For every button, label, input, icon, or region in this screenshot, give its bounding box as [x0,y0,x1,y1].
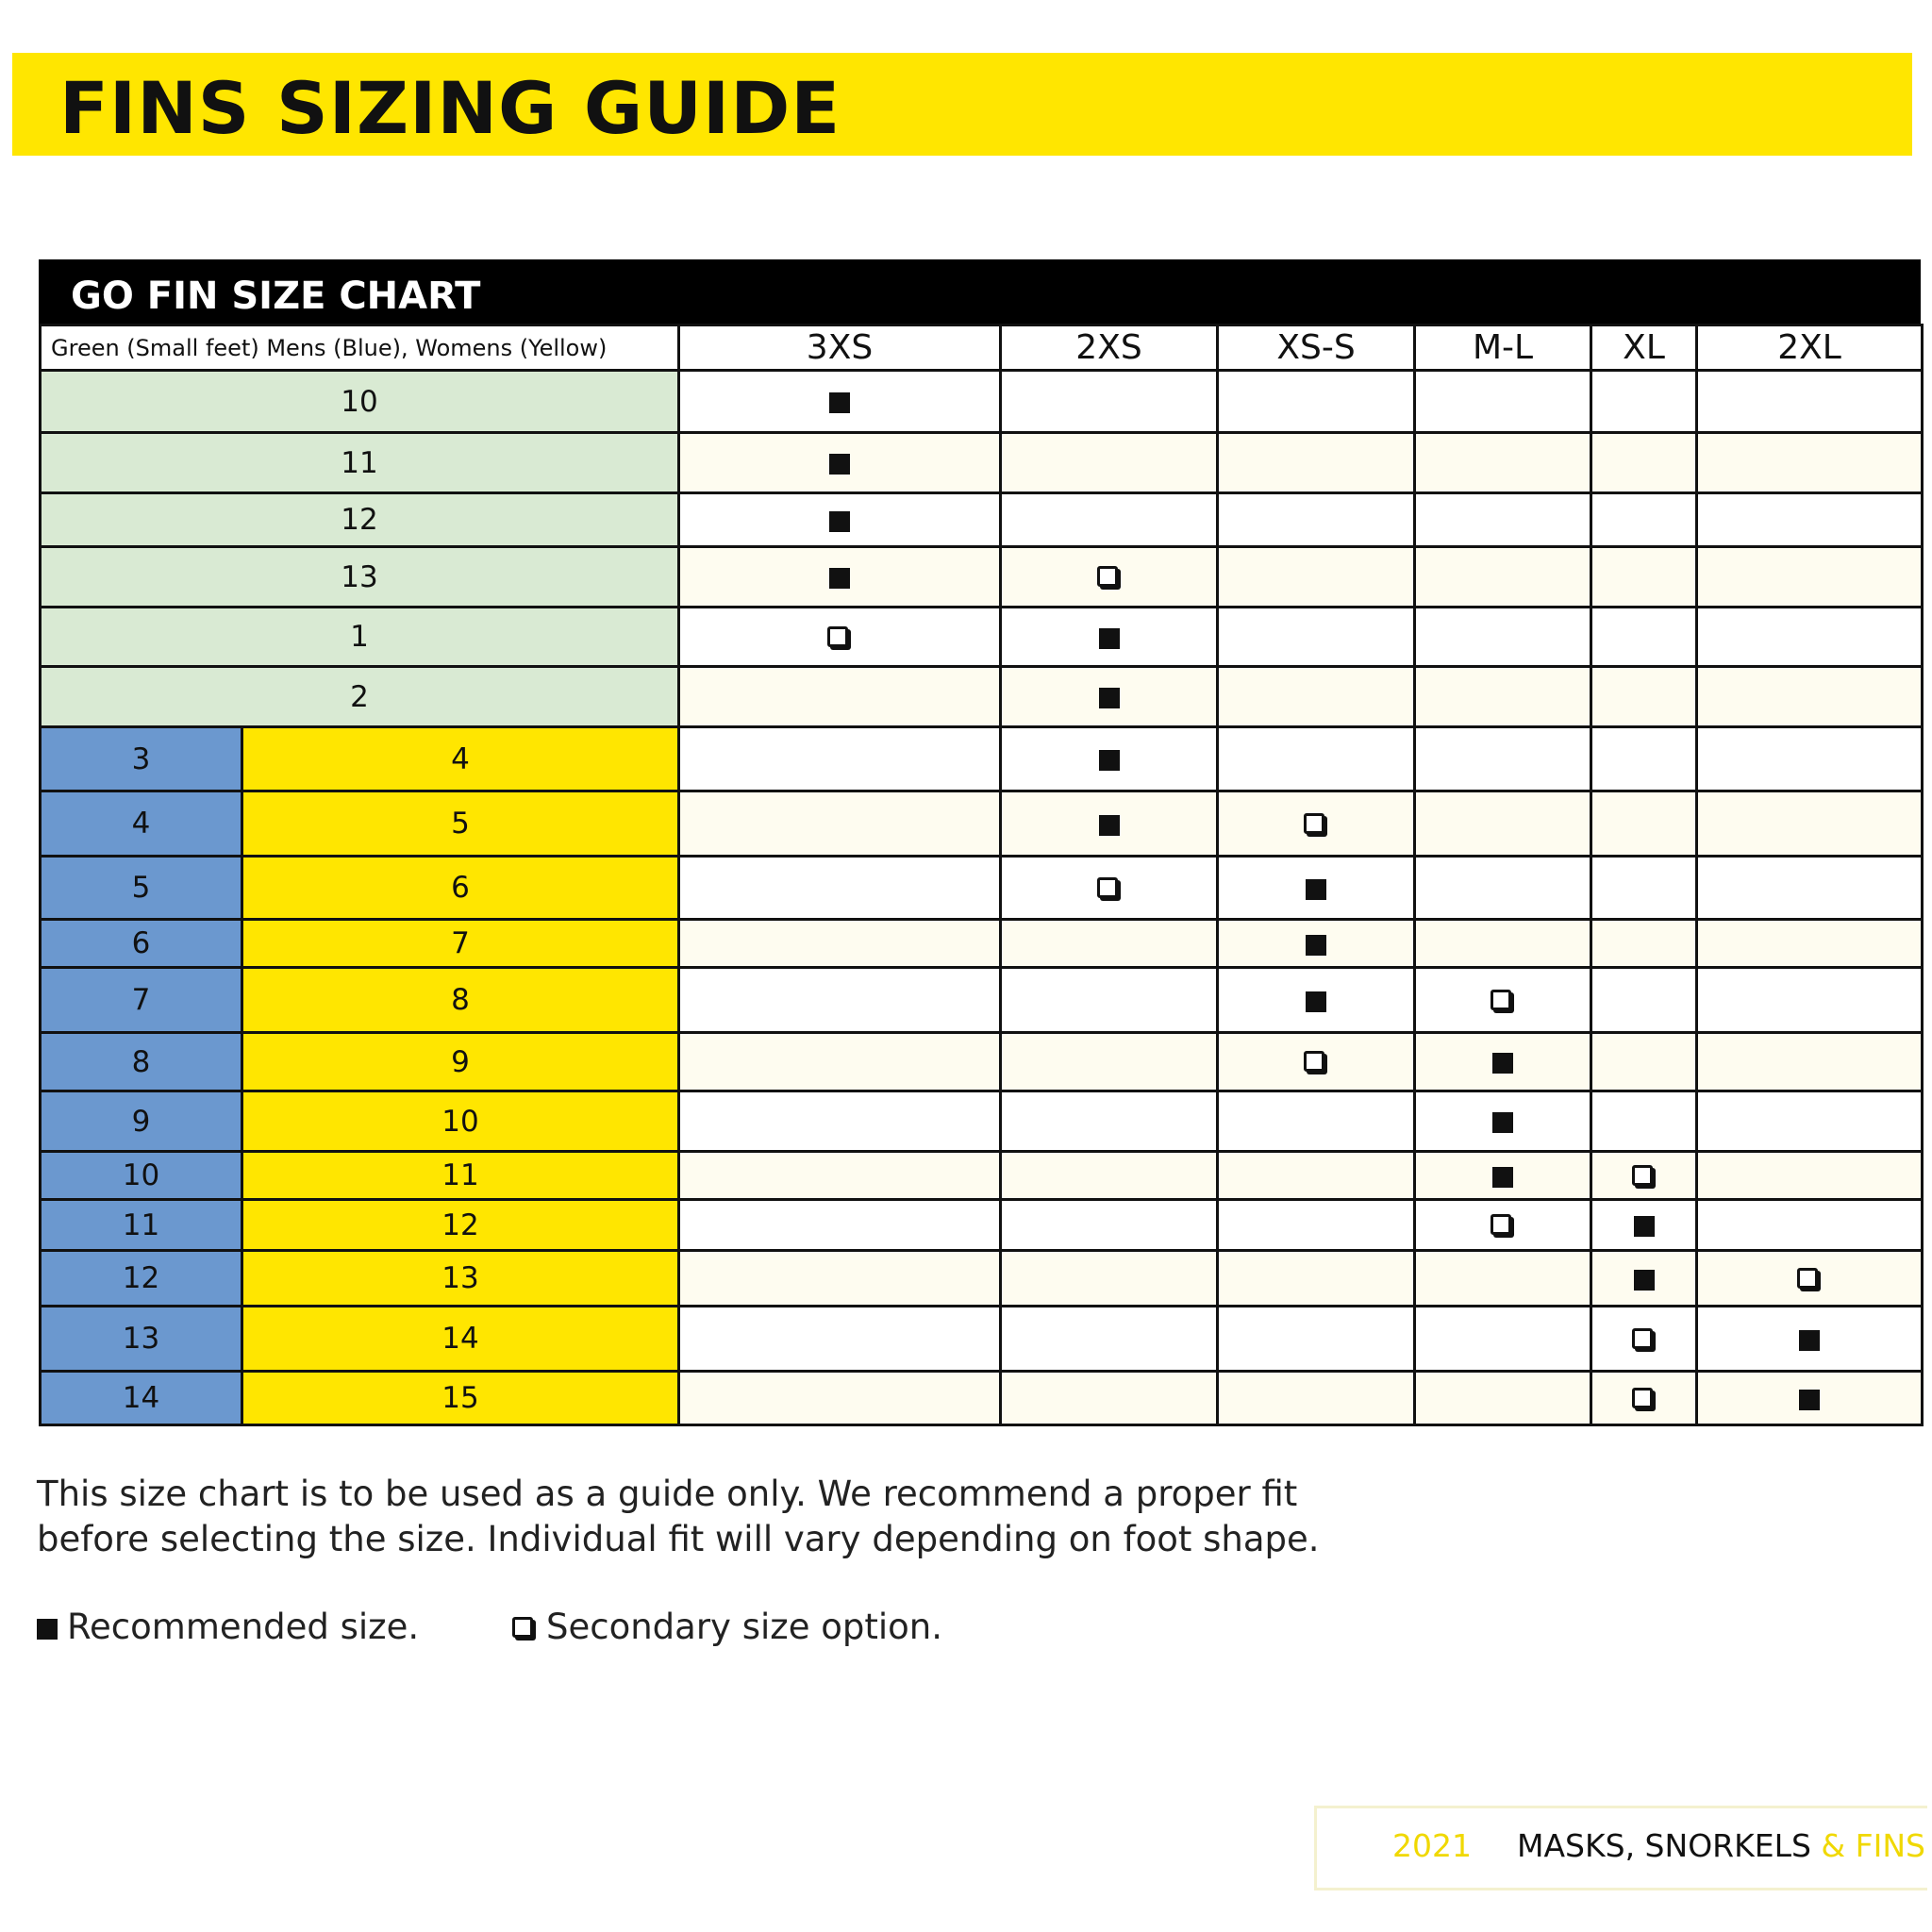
womens-size: 8 [242,968,679,1033]
size-cell [1697,1251,1923,1307]
size-cell [679,1200,1001,1251]
size-cell [1218,1307,1415,1372]
footer-section-amp: & FINS [1821,1827,1925,1864]
col-header: 2XS [1001,325,1218,371]
size-cell [1415,727,1591,791]
col-header: XL [1591,325,1697,371]
size-cell [1218,1091,1415,1152]
small-feet-size: 1 [41,608,679,667]
size-cell [1415,547,1591,608]
womens-size: 13 [242,1251,679,1307]
legend-recommended [37,1607,419,1647]
mens-size: 3 [41,727,242,791]
small-feet-size: 12 [41,493,679,547]
size-cell [679,433,1001,493]
size-cell [1218,608,1415,667]
recommended-mark-icon [829,568,850,589]
size-cell [679,1372,1001,1425]
size-cell [1001,547,1218,608]
size-cell [1415,1251,1591,1307]
size-cell [1697,920,1923,968]
size-cell [1218,493,1415,547]
mens-size: 14 [41,1372,242,1425]
size-cell [679,1033,1001,1091]
size-cell [679,968,1001,1033]
size-cell [679,727,1001,791]
size-cell [1697,1152,1923,1200]
table-row [41,1091,1923,1152]
table-row [41,727,1923,791]
recommended-mark-icon [829,511,850,532]
note-line-1: This size chart is to be used as a guide only. We recommend a proper fit [37,1474,1298,1514]
size-cell [1001,857,1218,920]
mens-size: 8 [41,1033,242,1091]
table-row [41,547,1923,608]
mens-size: 6 [41,920,242,968]
mens-size: 13 [41,1307,242,1372]
chart-title: GO FIN SIZE CHART [39,259,1921,324]
size-cell [1591,1033,1697,1091]
recommended-mark-icon [1799,1390,1820,1410]
recommended-mark-icon [1634,1270,1655,1291]
secondary-mark-icon [1632,1388,1653,1408]
size-cell [679,1152,1001,1200]
size-cell [1415,1033,1591,1091]
size-cell [1591,608,1697,667]
recommended-mark-icon [1634,1216,1655,1237]
size-cell [1415,1152,1591,1200]
womens-size: 4 [242,727,679,791]
note-line-2: before selecting the size. Individual fit will vary depending on foot shape. [37,1519,1320,1559]
size-cell [1697,727,1923,791]
secondary-mark-icon [1304,1051,1324,1072]
recommended-mark-icon [829,392,850,413]
size-cell [1697,667,1923,727]
size-cell [1218,1033,1415,1091]
size-cell [1697,1200,1923,1251]
size-cell [1218,727,1415,791]
mens-size: 4 [41,791,242,857]
size-cell [1001,1033,1218,1091]
size-cell [1415,608,1591,667]
size-cell [1591,493,1697,547]
table-row [41,857,1923,920]
womens-size: 14 [242,1307,679,1372]
womens-size: 9 [242,1033,679,1091]
col-header: 3XS [679,325,1001,371]
recommended-mark-icon [1306,935,1326,956]
size-cell [1218,1251,1415,1307]
size-cell [1001,791,1218,857]
col-header: 2XL [1697,325,1923,371]
table-row [41,1200,1923,1251]
legend-secondary-label: Secondary size option. [546,1607,942,1647]
size-cell [1001,1307,1218,1372]
size-cell [1591,791,1697,857]
size-cell [679,371,1001,433]
size-cell [1001,727,1218,791]
small-feet-size: 13 [41,547,679,608]
size-cell [1218,371,1415,433]
small-feet-size: 2 [41,667,679,727]
secondary-mark-icon [1097,877,1118,898]
size-cell [1001,433,1218,493]
size-cell [1591,1091,1697,1152]
table-row [41,1152,1923,1200]
womens-size: 7 [242,920,679,968]
table-row [41,920,1923,968]
mens-size: 9 [41,1091,242,1152]
size-cell [1001,1251,1218,1307]
page-title: FINS SIZING GUIDE [59,66,841,150]
size-cell [1591,667,1697,727]
small-feet-size: 10 [41,371,679,433]
secondary-mark-icon [1491,1214,1511,1235]
size-cell [1697,791,1923,857]
table-row [41,1251,1923,1307]
womens-size: 12 [242,1200,679,1251]
size-cell [1591,1372,1697,1425]
size-cell [1697,968,1923,1033]
mens-size: 12 [41,1251,242,1307]
recommended-mark-icon [1099,750,1120,771]
size-cell [1218,920,1415,968]
size-cell [1591,1251,1697,1307]
filled-square-icon [37,1619,58,1640]
disclaimer-note [37,1472,1320,1562]
table-row [41,608,1923,667]
size-cell [1591,968,1697,1033]
size-cell [1415,371,1591,433]
size-cell [1218,968,1415,1033]
table-row [41,968,1923,1033]
col-header: XS-S [1218,325,1415,371]
size-cell [1415,791,1591,857]
title-banner [12,53,1912,156]
recommended-mark-icon [1492,1167,1513,1188]
footer-section [1517,1827,1925,1864]
table-row [41,433,1923,493]
size-cell [679,1307,1001,1372]
table-row [41,791,1923,857]
size-cell [679,1091,1001,1152]
size-cell [1001,920,1218,968]
header-row [41,325,1923,371]
womens-size: 15 [242,1372,679,1425]
size-cell [679,920,1001,968]
size-cell [1415,857,1591,920]
table-row [41,1372,1923,1425]
womens-size: 11 [242,1152,679,1200]
size-cell [1218,791,1415,857]
size-cell [1415,1091,1591,1152]
color-legend-header: Green (Small feet) Mens (Blue), Womens (Yellow) [41,325,679,371]
recommended-mark-icon [1306,879,1326,900]
size-cell [679,547,1001,608]
outline-square-icon [512,1617,533,1638]
secondary-mark-icon [827,626,848,647]
legend-recommended-label: Recommended size. [67,1607,420,1647]
size-cell [1001,371,1218,433]
size-cell [1697,493,1923,547]
size-cell [1697,1033,1923,1091]
size-cell [679,667,1001,727]
secondary-mark-icon [1304,813,1324,834]
size-cell [1591,433,1697,493]
size-cell [679,1251,1001,1307]
size-cell [1001,1372,1218,1425]
size-cell [1697,1091,1923,1152]
mens-size: 10 [41,1152,242,1200]
size-cell [1591,920,1697,968]
mens-size: 11 [41,1200,242,1251]
size-cell [1415,433,1591,493]
page-footer [1314,1806,1927,1890]
womens-size: 5 [242,791,679,857]
size-cell [1218,1200,1415,1251]
secondary-mark-icon [1491,990,1511,1010]
size-cell [1415,920,1591,968]
size-cell [679,608,1001,667]
womens-size: 6 [242,857,679,920]
mens-size: 5 [41,857,242,920]
size-cell [1415,1307,1591,1372]
size-cell [1591,1307,1697,1372]
secondary-mark-icon [1797,1268,1818,1289]
size-cell [1591,1152,1697,1200]
size-cell [1218,857,1415,920]
table-row [41,1033,1923,1091]
size-cell [679,791,1001,857]
size-cell [1218,547,1415,608]
size-cell [1218,1372,1415,1425]
size-cell [1591,1200,1697,1251]
size-cell [679,857,1001,920]
footer-year: 2021 [1392,1827,1472,1864]
secondary-mark-icon [1632,1328,1653,1349]
size-cell [1415,493,1591,547]
size-cell [1415,1372,1591,1425]
table-row [41,371,1923,433]
size-cell [1001,608,1218,667]
size-cell [1697,1307,1923,1372]
small-feet-size: 11 [41,433,679,493]
size-cell [1001,1152,1218,1200]
legend-secondary [514,1607,942,1647]
table-row [41,493,1923,547]
size-chart [39,259,1921,1426]
size-cell [1415,1200,1591,1251]
size-cell [1001,1200,1218,1251]
size-cell [1591,371,1697,433]
secondary-mark-icon [1632,1165,1653,1186]
size-cell [1697,371,1923,433]
col-header: M-L [1415,325,1591,371]
recommended-mark-icon [829,454,850,475]
recommended-mark-icon [1799,1330,1820,1351]
size-cell [1697,433,1923,493]
size-cell [1001,493,1218,547]
recommended-mark-icon [1492,1112,1513,1133]
size-cell [1415,968,1591,1033]
size-cell [1591,857,1697,920]
size-cell [1218,667,1415,727]
recommended-mark-icon [1099,628,1120,649]
secondary-mark-icon [1097,566,1118,587]
size-cell [1697,857,1923,920]
table-row [41,1307,1923,1372]
size-cell [1591,547,1697,608]
size-cell [1415,667,1591,727]
table-row [41,667,1923,727]
size-cell [1001,1091,1218,1152]
size-cell [1591,727,1697,791]
recommended-mark-icon [1306,991,1326,1012]
size-cell [1697,547,1923,608]
recommended-mark-icon [1099,815,1120,836]
size-cell [1001,968,1218,1033]
size-cell [1001,667,1218,727]
mens-size: 7 [41,968,242,1033]
size-table [39,324,1924,1426]
size-cell [1218,1152,1415,1200]
recommended-mark-icon [1099,688,1120,708]
footer-section-main: MASKS, SNORKELS [1517,1827,1811,1864]
size-cell [1697,1372,1923,1425]
recommended-mark-icon [1492,1053,1513,1074]
size-cell [679,493,1001,547]
size-cell [1697,608,1923,667]
womens-size: 10 [242,1091,679,1152]
size-cell [1218,433,1415,493]
